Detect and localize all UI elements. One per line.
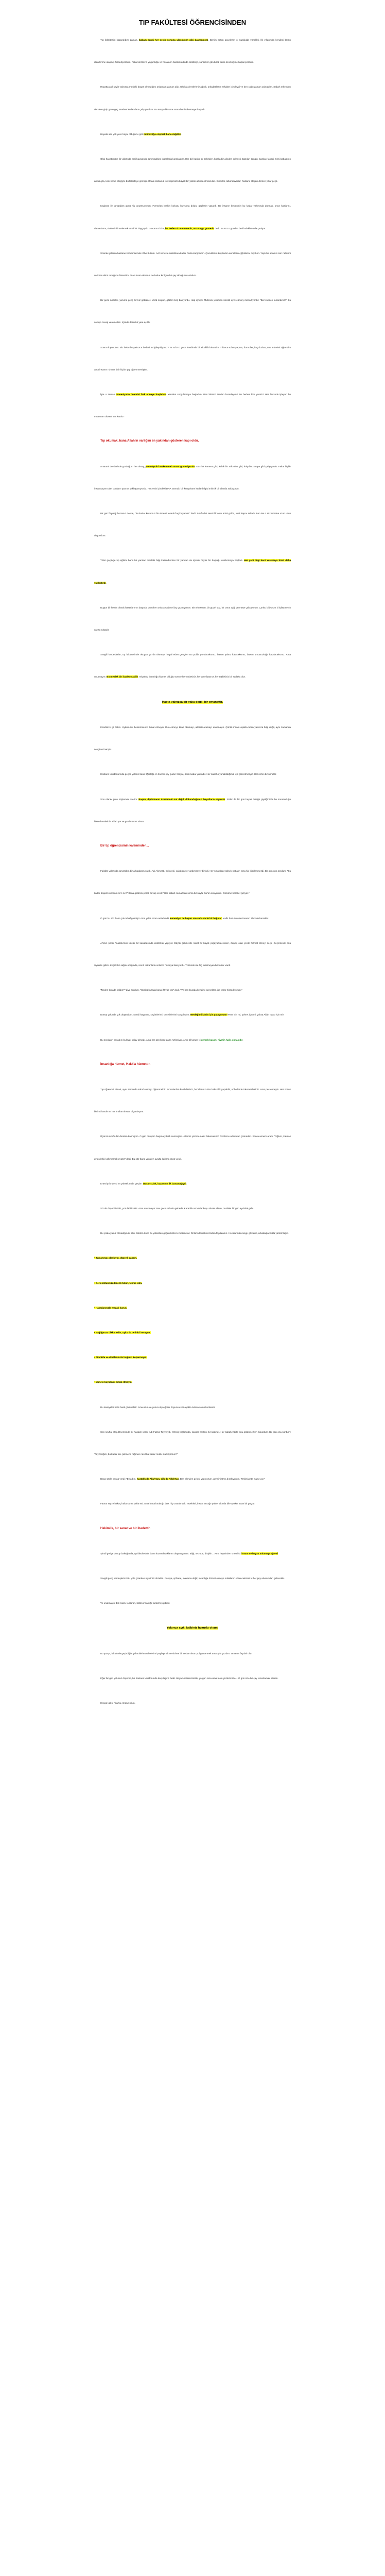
- paragraph-text: Sonra düşündüm: Biz hekimler yalnızca bedeni mi iyileştiriyoruz? Ya ruh? O gece kendimde bir eksiklik hissettim. Yıllarca ezber yaptım, formüller, ilaç dozları, tanı kriterleri öğrendim ama insanın ruhuna dair hiçbir şey öğrenmemiştim.: [94, 346, 291, 371]
- paragraph: [94, 289, 291, 333]
- paragraph: [94, 383, 291, 428]
- highlighted-phrase: Mesleğimi kimin için yapıyorum?: [190, 1013, 227, 1016]
- paragraph: [94, 763, 291, 785]
- highlighted-phrase: bu beden size emanettir, ona saygı gösterin: [165, 227, 215, 230]
- paragraph-text: Sevgili genç kardeşlerim! Bu yola çıkarken niyetinizi düzeltin. Paraya, şöhrete, makama değil; insanlığa hizmet etmeye odaklanın. Göreceksiniz ki her şey arkasından gelecektir.: [100, 1577, 285, 1580]
- highlighted-phrase: insanı ve hayatı anlamayı öğretti: [241, 1552, 278, 1555]
- paragraph-text: Kendinize iyi bakın. Uykunuzu, beslenmenizi ihmal etmeyin. Dua etmeyi, kitap okumayı, ailenizi aramayı unutmayın. Çünkü insanı ayakta tutan yalnızca bilgi değil, aynı zamanda sevgi ve inançtır.: [94, 725, 291, 751]
- paragraph: [94, 123, 291, 145]
- paragraph: [94, 643, 291, 688]
- paragraph: [94, 502, 291, 547]
- paragraph-text: Anatomi derslerinde gördüğüm her detay,: [100, 465, 146, 468]
- list-item-text: • Ders notlarınızı düzenli tutun, tekrar edin.: [94, 1281, 143, 1284]
- paragraph: [94, 1468, 291, 1490]
- paragraph-text: Üçüncü sınıfta bir dersten kalmıştım. O gün dünyam başıma yıkıldı sanmıştım. Ailemin yüzüne nasıl bakacaktım? Günlerce odamdan çıkmadım. Sonra annem aradı: "Oğlum, kalmak ayıp değil, kalkmamak ayıptır" dedi. Bu söz bana yeniden ayağa kalkma gücü verdi.: [94, 1135, 291, 1160]
- paragraph: [94, 1125, 291, 1170]
- paragraph: [94, 148, 291, 192]
- paragraph-text: .: [277, 1552, 279, 1555]
- paragraph: [94, 1222, 291, 1244]
- paragraph-text: Bir gün fizyoloji hocamız derste, "Bu kadar kusursuz bir sistemi tesadüf açıklayamaz" dedi. Sınıfta bir sessizlik oldu. Kimi güldü, kimi başını salladı. Ben ise o söz üzerine uzun uzun düşündüm.: [94, 512, 291, 537]
- highlight-heading: Tıp okumak, bana Allah'ın varlığını en yakından gösteren kapı oldu.: [100, 439, 199, 443]
- paragraph: [94, 1004, 291, 1026]
- paragraph-text: . Yeniden sorgulamaya başladım: Ben kimim? Neden buradayım? Bu bedeni kim yarattı? Her hücrede işleyen bu muazzam düzeni kim kurdu?: [94, 393, 291, 418]
- paragraph-text: . Sizler de bir gün beyaz önlüğü giydiğinizde bu sorumluluğu hissedeceksiniz. Allah yar ve yardımcınız olsun.: [94, 798, 291, 823]
- list-item-text: • Ailenizle ve dostlarınızla bağınızı koparmayın.: [94, 1356, 147, 1359]
- paragraph: [94, 242, 291, 286]
- list-item-text: • Zamanınızı planlayın, düzenli çalışın.: [94, 1257, 137, 1260]
- paragraph: [94, 1493, 291, 1515]
- paragraph: [94, 1197, 291, 1219]
- paragraph-text: Bu yazıyı, fakültede geçirdiğim yıllardaki tecrübelerimi paylaşmak ve sizlere bir nebze olsun yol göstermek amacıyla yazdım. Umarım faydalı olur.: [100, 1652, 252, 1655]
- paragraph-text: dedi. Bu söz o günden beri kulaklarımda çınlıyor.: [214, 227, 266, 230]
- paragraph: [94, 76, 291, 120]
- list-item: [94, 1346, 291, 1368]
- paragraph-text: .: [106, 581, 107, 584]
- paragraph-text: Bugün bir hekim olarak hastalarımın başında dururken onlara sadece ilaç yazmıyorum. Bir tebessüm, bir güzel söz, bir umut ışığı vermeye çalışıyorum. Çünkü biliyorum ki iyileşmenin yarısı ruhtadır.: [94, 606, 291, 632]
- paragraph-text: Hayata asıl yok yere hayal olduğunu göz: [100, 132, 144, 135]
- paragraph-text: "Neden burada kaldın?" diye sordum. "Çünkü burada bana ihtiyaç var" dedi. "Ve ben burada kendimi gerçekten işe yarar hissediyorum.": [100, 989, 242, 992]
- paragraph-text: Tıp fakültesini kazandığım zaman,: [100, 39, 139, 41]
- list-item: [94, 1247, 291, 1269]
- list-item-text: • Sağlığınıza dikkat edin, uyku düzeninizi koruyun.: [94, 1331, 151, 1334]
- paragraph-text: O gün bu söz bana çok tuhaf gelmişti. Ama yıllar sonra anladım ki: [100, 917, 170, 920]
- paragraph-text: Bu yolda yalnız olmadığınızı bilin. Sizden önce bu yollardan geçen binlerce hekim var. Onların tecrübelerinden faydalanın. Hocalarınıza saygı gösterin, arkadaşlarınızla yardımlaşın.: [100, 1232, 289, 1235]
- highlighted-phrase: hastalık da Allah'tan, şifa da Allah'tan: [136, 1478, 179, 1481]
- highlighted-phrase: Her yeni bilgi beni Yaratıcıya biraz daha yaklaştırdı: [94, 559, 291, 584]
- highlighted-phrase: babam sanki her şeyin sonuna ulaşmışım gibi davranmıştı: [139, 39, 208, 41]
- paragraph-text: . Kalbi huzurlu olan insanın zihni de berraktır.: [221, 917, 269, 920]
- paragraph-text: .: [242, 1038, 243, 1041]
- paragraph-text: . Niyetiniz insanlığa hizmet olduğu sürece her nöbetiniz, her ameliyatınız, her teşhisiniz bir sadaka olur.: [138, 675, 246, 679]
- paragraph: [94, 716, 291, 760]
- paragraph: [94, 1567, 291, 1589]
- paragraph: [94, 1421, 291, 1465]
- paragraph-text: Siz de düşebilirsiniz, yorulabilirsiniz. Ama unutmayın: Her gece sabaha gebedir. Karanlık ne kadar koyu olursa olsun, mutlaka bir gün aydınlık gelir.: [100, 1207, 254, 1210]
- highlighted-phrase: Bu meslek bir ibadet olabilir: [107, 675, 138, 679]
- centered-callout: [94, 691, 291, 714]
- list-item: [94, 1321, 291, 1344]
- paragraph: [94, 195, 291, 239]
- paragraph: [94, 1667, 291, 1689]
- paragraph: [94, 1396, 291, 1418]
- paragraph-text: Şimdi geriye dönüp baktığımda, tıp fakültesinin bana kazandırdıklarını düşünüyorum. Bilgi, tecrübe, disiplin... Ama hepsinden önemlisi:: [100, 1552, 242, 1555]
- highlighted-phrase: ümitsizliğe erişmek bana değildir: [144, 132, 181, 135]
- paragraph-text: Hastane koridorlarında geçen yılların bana öğrettiği en önemli şey şudur: Hayat, ölüm kadar yakındır. Her sabah uyanabildiğimiz için şükretmeliyiz. Her nefes bir nimettir.: [100, 773, 277, 776]
- paragraph-text: Tıp öğrencisi olmak, aynı zamanda sabırlı olmayı öğrenmektir. Sınavlardan kalabilirsiniz, hocalarınız size haksızlık yapabilir, nöbetlerde tükenebilirsiniz. Ama pes etmeyin. Her zorluk bir imtihandır ve her imtihan insanı olgunlaştırır.: [94, 1088, 291, 1113]
- paragraph-text: Hoşça kalın, Allah'a emanet olun.: [100, 1702, 135, 1705]
- highlighted-phrase: maneviyatın önemini fark etmeye başladım: [116, 393, 166, 396]
- paragraph: [94, 788, 291, 833]
- highlight-heading: Hekimlik, bir sanat ve bir ibadettir.: [100, 1527, 151, 1530]
- paragraph: [94, 1543, 291, 1565]
- page-title: TIP FAKÜLTESİ ÖĞRENCİSİNDEN: [138, 19, 247, 26]
- list-item-text: • Hastalarınızla empati kurun.: [94, 1306, 127, 1309]
- highlighted-phrase: Başarı, diplomanın üzerindeki not değil, dokunduğunuz hayatların sayısıdır: [138, 798, 225, 801]
- paragraph: [94, 860, 291, 904]
- paragraph: [94, 907, 291, 929]
- paragraph-text: Son olarak şunu söylemek isterim:: [100, 798, 139, 801]
- paragraph-text: Fatma Teyze birkaç hafta sonra vefat etti. Ama bana bıraktığı ders hiç unutulmadı. Tevekkül, insanı en ağır yükler altında bile ayakta tutan bir güçtür.: [100, 1502, 255, 1505]
- paragraph: [94, 1642, 291, 1665]
- paragraph: [94, 549, 291, 594]
- emphasized-phrase: gerçek başarı, niyetin halis olmasıdır: [201, 1038, 243, 1041]
- list-item-text: • Manevi hayatınızı ihmal etmeyin.: [94, 1381, 132, 1384]
- paragraph-text: Dönüş yolunda çok düşündüm. Kendi hayatımı, seçimlerimi, önceliklerimi sorguladım.: [100, 1013, 190, 1016]
- paragraph: [94, 1592, 291, 1614]
- paragraph-text: .: [181, 132, 182, 135]
- paragraph-text: Sonraki yıllarda hastane koridorlarında nöbet tuttum. Acil serviste sabahlara kadar hasta karşıladım. Çocuklarını kaybeden annelerin çığlıklarını duydum. Yaşlı bir adamın son nefesini verirken elimi tuttuğunu hissettim. O an insan olmanın ne kadar kırılgan bir şey olduğunu anladım.: [94, 251, 291, 277]
- paragraph-text: . Benim bütün gayelerim o mutluluğa yönelikti. İlk yıllarımda kendimi bütün ideallerime ulaşmış hissediyordum. Fakat derslerin yoğunluğu ve hocaların baskısı altında ezildikçe, sanki her gün biraz daha kendi içime kapanıyordum.: [94, 39, 291, 64]
- paragraph-text: Fakülte yıllarında tanıştığım bir arkadaşım vardı. Adı Ahmet'ti. Çok zeki, çalışkan ve yardımsever biriydi. Her sınavdan yüksek not alır, ama hiç kibirlenmezdi. Bir gün ona sordum: "Bu kadar başarılı olmanın sırrı ne?" Bana gülümseyerek cevap verdi: "Her sabah namazdan sonra bir sayfa Kur'an okuyorum. Günüme bereket geliyor.": [94, 870, 291, 895]
- paragraph-text: Son sınıfta, staj dönemimde bir hastam vardı. Adı Fatma Teyze'ydi. Yetmiş yaşlarında, kanser hastası bir kadındı. Her sabah vizitte onu gülümserken bulurdum. Bir gün ona sordum: "Teyzeciğim, bu kadar acı çekmene rağmen nasıl bu kadar mutlu olabiliyorsun?": [94, 1430, 291, 1455]
- paragraph-text: Para için mi, şöhret için mi, yoksa Allah rızası için mi?: [227, 1013, 284, 1016]
- highlighted-phrase: yaratılıştaki mükemmel sanatı gösteriyordu: [145, 465, 195, 468]
- paragraph-text: .: [186, 1182, 187, 1185]
- highlight-heading: Bir tıp öğrencisinin kaleminden...: [100, 844, 149, 848]
- paragraph-text: . Göz bir kamera gibi, kulak bir mikrofon gibi, kalp bir pompa gibi çalışıyordu. Fakat hiçbir insan yapımı alet bunların yanına yaklaşamıyordu. Hücrenin içindeki DNA sarmalı, bir kütüphane kadar bilgiyi minicik bir alanda saklıyordu.: [94, 465, 291, 490]
- paragraph: [94, 455, 291, 500]
- paragraph-text: İşte o zaman: [100, 393, 116, 396]
- paragraph: [94, 1029, 291, 1051]
- document-body: [94, 29, 291, 1717]
- paragraph-text: Hayatta asıl şeyin yalnızca mesleki başarı olmadığını anlamam zaman aldı. Okulda derslerimiz ağırdı, arkadaşlarım rekabet içindeydi ve ben çoğu zaman yalnızdım. Sabah erkenden derslere girip gece geç saatlere kadar ders çalışıyordum. Bu tempo bir süre sonra beni tüketmeye başladı.: [94, 86, 291, 111]
- paragraph: [94, 597, 291, 641]
- paragraph: [94, 29, 291, 73]
- paragraph-text: Bu tavsiyeler belki basit görünebilir. Ama uzun ve yorucu tıp eğitimi boyunca sizi ayakta tutacak olan bunlardır.: [100, 1405, 216, 1409]
- paragraph-text: Bir gece nöbette, yanıma genç bir kız getirdiler. Yüzü solgun, gözleri boş bakıyordu. Hap içmişti. Midesini yıkarken sürekli aynı cümleyi tekrarlıyordu: "Beni neden kurtardınız?" Bu soruya cevap veremedim. İçimde derin bir yara açıldı.: [94, 299, 291, 324]
- list-item: [94, 1272, 291, 1294]
- highlight-heading: İnsanlığa hizmet, Hakk'a hizmettir.: [100, 1062, 151, 1066]
- paragraph-text: . Ben elimden geleni yapıyorum, gerisini O'na bırakıyorum. Teslimiyette huzur var.": [179, 1478, 265, 1481]
- paragraph-text: Ahmet şimdi Anadolu'nun küçük bir kasabasında doktorluk yapıyor. Büyük şehirlerde rahat bir hayat yaşayabilecekken, ihtiyaç olan yerde hizmet etmeyi seçti. Geçenlerde onu ziyarete gittim. Küçük bir sağlık ocağında, sınırlı imkanlarla onlarca hastaya bakıyordu. Yüzünde ise hiç eksilmeyen bir huzur vardı.: [94, 941, 291, 967]
- list-item: [94, 1297, 291, 1319]
- highlighted-phrase: maneviyat ile başarı arasında derin bir bağ var: [169, 917, 222, 920]
- paragraph-text: Bana şöyle cevap verdi: "Evladım,: [100, 1478, 137, 1481]
- paragraph: [94, 1173, 291, 1195]
- paragraph-text: Eğer bir gün yolunuz düşerse, bir hastane koridorunda karşılaşırız belki. Beyaz önlüklerimizle, yorgun ama umut dolu yüzlerimizle... O gün size bir çay ısmarlamak isterim.: [100, 1676, 278, 1680]
- paragraph-text: Ertesi yıl o dersi en yüksek notla geçtim.: [100, 1182, 144, 1185]
- list-item: [94, 1371, 291, 1393]
- centered-callout: [94, 1617, 291, 1639]
- paragraph: [94, 979, 291, 1001]
- paragraph-text: Okul hayatımızın ilk yıllarında anfi havasında tanımadığım insanlarla karşılaştım. Her biri başka bir şehirden, başka bir aileden gelmişti. Bazıları zengin, bazıları fakirdi. Kimi babasının arzusuyla, kimi kendi isteğiyle bu fakülteye girmişti. Ortak noktamız ise hepimizin büyük bir yükün altında olmamızdı. Sınavlar, laboratuvarlar, hastane stajları derken yıllar geçti.: [94, 158, 291, 183]
- highlighted-phrase: Başarısızlık, başarının ilk basamağıydı: [143, 1182, 186, 1185]
- paragraph: [94, 336, 291, 381]
- paragraph: [94, 932, 291, 976]
- callout-text: Yolunuz açık, kalbiniz huzurlu olsun.: [166, 1626, 219, 1630]
- paragraph-text: Bu soruların cevabını bulmak kolay olmadı. Ama her gün biraz daha netleşiyor. Artık biliyorum ki: [100, 1038, 201, 1041]
- paragraph-text: Yıllar geçtikçe tıp eğitimi bana bir yandan mesleki bilgi kazandırırken bir yandan da içimde büyük bir boşluğu doldurmaya başladı.: [100, 559, 244, 562]
- document-page: [89, 0, 296, 2576]
- paragraph-text: Ve unutmayın: Bir insanı kurtaran, bütün insanlığı kurtarmış gibidir.: [100, 1602, 170, 1605]
- paragraph: [94, 1078, 291, 1123]
- callout-text: Hasta yalnızca bir vaka değil, bir emanettir.: [162, 700, 223, 704]
- paragraph-text: Sevgili kardeşlerim, tıp fakültesinde okuyan ya da okumayı hayal eden gençler! Bu yolda yorulacaksınız, bazen yalnız kalacaksınız, bazen umutsuzluğa kapılacaksınız. Ama unutmayın:: [94, 653, 291, 679]
- paragraph: [94, 1692, 291, 1714]
- paragraph-text: Kadavra ile tanıştığım günü hiç unutmuyorum. Formolün keskin kokusu burnuma doldu, gözlerim yaşardı. Bir insanın bedeninin bu kadar yakınında durmak, onun kaslarını, damarlarını, sinirlerini incelemek tuhaf bir duyguydu. Hocamız bize,: [94, 205, 291, 230]
